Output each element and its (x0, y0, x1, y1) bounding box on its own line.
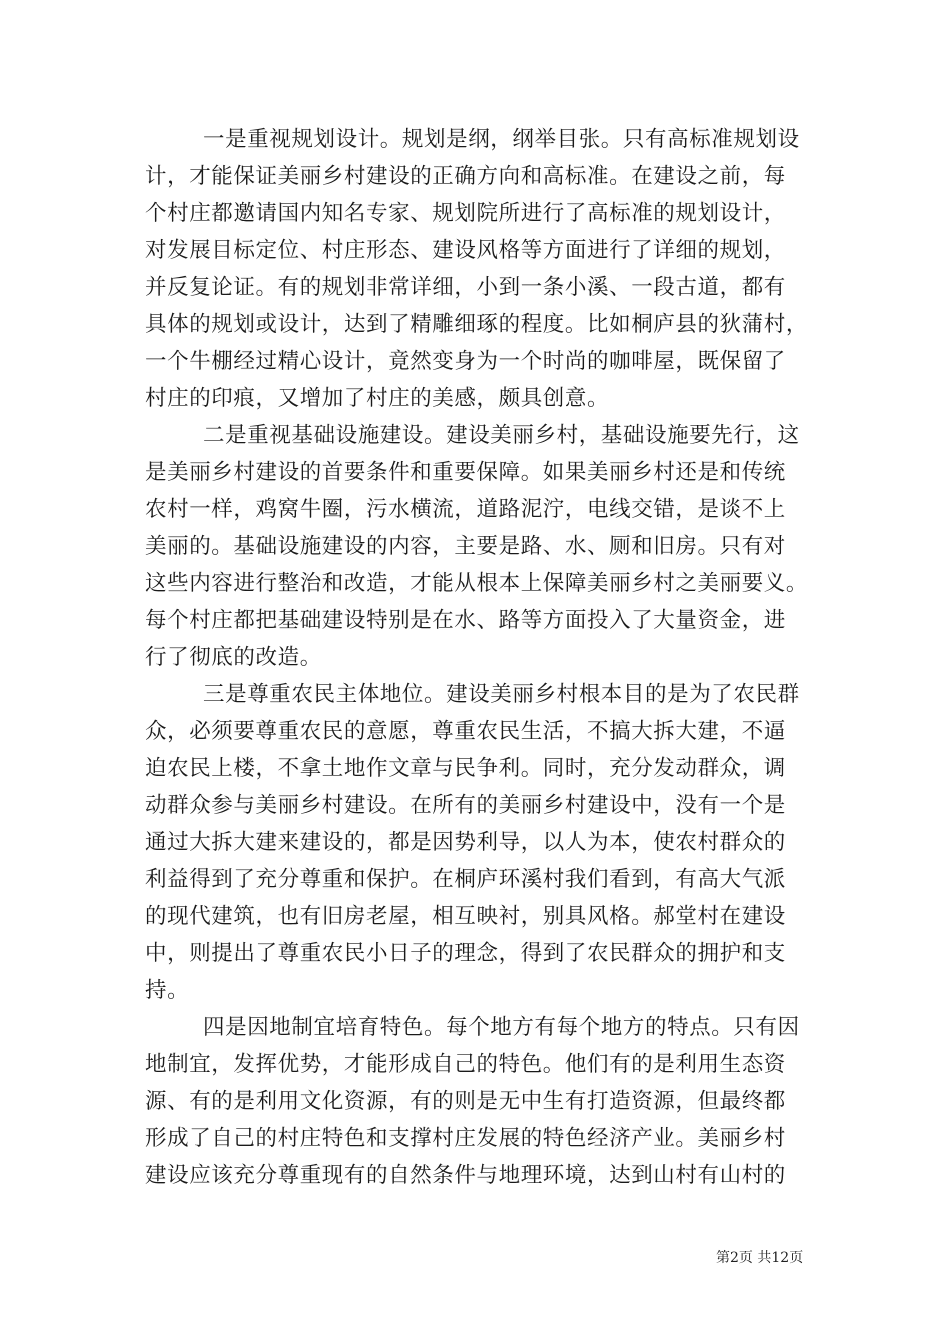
paragraph-1-line-5: 并反复论证。有的规划非常详细，小到一条小溪、一段古道，都有 (145, 275, 786, 300)
paragraph-3-line-9: 持。 (145, 978, 190, 1003)
paragraph-2-line-4: 美丽的。基础设施建设的内容，主要是路、水、厕和旧房。只有对 (145, 534, 786, 559)
paragraph-3-line-7: 的现代建筑，也有旧房老屋，相互映衬，别具风格。郝堂村在建设 (145, 904, 786, 929)
footer-prefix: 第 (716, 1250, 730, 1266)
paragraph-3-line-1: 三是尊重农民主体地位。建设美丽乡村根本目的是为了农民群 (203, 682, 800, 707)
paragraph-1-line-4: 对发展目标定位、村庄形态、建设风格等方面进行了详细的规划， (145, 238, 786, 263)
paragraph-2-line-3: 农村一样，鸡窝牛圈，污水横流，道路泥泞，电线交错，是谈不上 (145, 497, 786, 522)
paragraph-1-line-7: 一个牛棚经过精心设计，竟然变身为一个时尚的咖啡屋，既保留了 (145, 349, 786, 374)
paragraph-1-line-2: 计，才能保证美丽乡村建设的正确方向和高标准。在建设之前，每 (145, 164, 786, 189)
paragraph-3-line-4: 动群众参与美丽乡村建设。在所有的美丽乡村建设中，没有一个是 (145, 793, 786, 818)
paragraph-4-line-1: 四是因地制宜培育特色。每个地方有每个地方的特点。只有因 (203, 1015, 800, 1040)
paragraph-3-line-6: 利益得到了充分尊重和保护。在桐庐环溪村我们看到，有高大气派 (145, 867, 786, 892)
paragraph-4-line-2: 地制宜，发挥优势，才能形成自己的特色。他们有的是利用生态资 (145, 1052, 786, 1077)
paragraph-4-line-3: 源、有的是利用文化资源，有的则是无中生有打造资源，但最终都 (145, 1089, 786, 1114)
paragraph-3-line-8: 中，则提出了尊重农民小日子的理念，得到了农民群众的拥护和支 (145, 941, 786, 966)
paragraph-4-line-5: 建设应该充分尊重现有的自然条件与地理环境，达到山村有山村的 (145, 1163, 786, 1188)
paragraph-2-line-1: 二是重视基础设施建设。建设美丽乡村，基础设施要先行，这 (203, 423, 800, 448)
paragraph-3-line-5: 通过大拆大建来建设的，都是因势利导，以人为本，使农村群众的 (145, 830, 786, 855)
footer-current-page: 2 (730, 1250, 739, 1266)
paragraph-3-line-2: 众，必须要尊重农民的意愿，尊重农民生活，不搞大拆大建，不逼 (145, 719, 786, 744)
paragraph-2-line-2: 是美丽乡村建设的首要条件和重要保障。如果美丽乡村还是和传统 (145, 460, 786, 485)
paragraph-3-line-3: 迫农民上楼，不拿土地作文章与民争利。同时，充分发动群众，调 (145, 756, 786, 781)
paragraph-1-line-6: 具体的规划或设计，达到了精雕细琢的程度。比如桐庐县的狄蒲村， (145, 312, 809, 337)
paragraph-2-line-7: 行了彻底的改造。 (145, 645, 322, 670)
footer-total-pages: 12 (771, 1250, 790, 1266)
paragraph-1-line-3: 个村庄都邀请国内知名专家、规划院所进行了高标准的规划设计， (145, 201, 786, 226)
paragraph-2-line-5: 这些内容进行整治和改造，才能从根本上保障美丽乡村之美丽要义。 (145, 571, 809, 596)
page-number-footer (716, 1244, 803, 1272)
paragraph-2-line-6: 每个村庄都把基础建设特别是在水、路等方面投入了大量资金，进 (145, 608, 786, 633)
paragraph-4-line-4: 形成了自己的村庄特色和支撑村庄发展的特色经济产业。美丽乡村 (145, 1126, 786, 1151)
footer-suffix: 页 (789, 1250, 804, 1266)
paragraph-1-line-8: 村庄的印痕，又增加了村庄的美感，颇具创意。 (145, 386, 610, 411)
paragraph-1-line-1: 一是重视规划设计。规划是纲，纲举目张。只有高标准规划设 (203, 127, 800, 152)
footer-middle: 页 共 (738, 1250, 772, 1266)
